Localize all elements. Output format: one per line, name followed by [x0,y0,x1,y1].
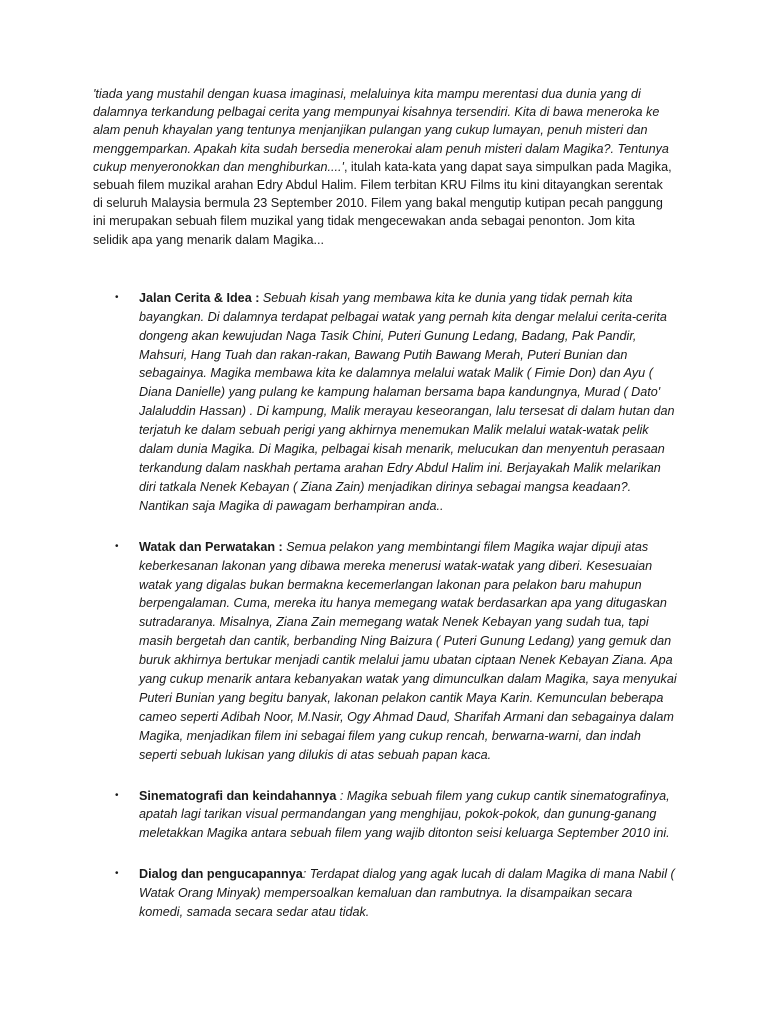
bullet-icon: • [115,540,119,552]
bullet-body: Sebuah kisah yang membawa kita ke dunia yang tidak pernah kita bayangkan. Di dalamnya terdapat pelbagai watak yang pernah kita dengar melalui cerita-cerita dongeng akan kewujudan Naga Tasik Chini, Puteri Gunung Ledang, Badang, Pak Pandir, Mahsuri, Hang Tuah dan rakan-rakan, Bawang Putih Bawang Merah, Puteri Bunian dan sebagainya. Magika membawa kita ke dalamnya melalui watak Malik ( Fimie Don) dan Ayu ( Diana Danielle) yang pulang ke kampung halaman bersama bapa kandungnya, Murad ( Dato' Jalaluddin Hassan) . Di kampung, Malik merayau keseorangan, lalu tersesat di dalam hutan dan terjatuh ke dalam sebuah perigi yang akhirnya menemukan Malik melalui watak-watak pelik dalam dunia Magika. Di Magika, pelbagai kisah menarik, melucukan dan menyentuh perasaan terkandung dalam naskhah pertama arahan Edry Abdul Halim ini. Berjayakah Malik melarikan diri tatkala Nenek Kebayan ( Ziana Zain) menjadikan dirinya sebagai mangsa keadaan?. Nantikan saja Magika di pawagam berhampiran anda.. [139,290,675,513]
list-item [93,289,679,516]
intro-text: , itulah kata-kata yang dapat saya simpulkan pada Magika, sebuah filem muzikal arahan Edry Abdul Halim. Filem terbitan KRU Films itu kini ditayangkan serentak di seluruh Malaysia bermula 23 September 2010. Filem yang bakal mengutip kutipan pecah panggung ini merupakan sebuah filem muzikal yang tidak mengecewakan anda sebagai penonton. Jom kita selidik apa yang menarik dalam Magika... [93,159,672,247]
bullet-heading: Jalan Cerita & Idea : [139,290,260,305]
list-item [93,538,679,765]
bullet-body: Semua pelakon yang membintangi filem Magika wajar dipuji atas keberkesanan lakonan yang dibawa mereka menerusi watak-watak yang diberi. Kesesuaian watak yang digalas bukan bermakna kecemerlangan lakonan para pelakon baru mahupun berpengalaman. Cuma, mereka itu hanya memegang watak berdasarkan apa yang ditugaskan sutradaranya. Misalnya, Ziana Zain memegang watak Nenek Kebayan yang sudah tua, tapi masih bergetah dan cantik, berbanding Ning Baizura ( Puteri Gunung Ledang) yang gemuk dan buruk akhirnya bertukar menjadi cantik melalui jamu ubatan ciptaan Nenek Kebayan Ziana. Apa yang cukup menarik antara kebanyakan watak yang dimunculkan dalam Magika, saya menyukai Puteri Bunian yang begitu banyak, lakonan pelakon cantik Maya Karin. Kemunculan beberapa cameo seperti Adibah Noor, M.Nasir, Ogy Ahmad Daud, Sharifah Armani dan sebagainya dalam Magika, menjadikan filem ini sebagai filem yang cukup rencah, berwarna-warni, dan indah seperti sebuah lukisan yang dilukis di atas sebuah papan kaca. [139,539,677,762]
document-page [93,85,677,944]
bullet-heading: Watak dan Perwatakan : [139,539,283,554]
bullet-heading: Sinematografi dan keindahannya [139,788,337,803]
bullet-body: : Terdapat dialog yang agak lucah di dalam Magika di mana Nabil ( Watak Orang Minyak) mempersoalkan kemaluan dan rambutnya. Ia disampaikan secara komedi, samada secara sedar atau tidak. [139,867,675,920]
bullet-icon: • [115,789,119,801]
bullet-body: : Magika sebuah filem yang cukup cantik sinematografinya, apatah lagi tarikan visual permandangan yang menghijau, pokok-pokok, dan gunung-ganang meletakkan Magika antara sebuah filem yang wajib ditonton seisi keluarga September 2010 ini. [139,788,670,841]
bullet-heading: Dialog dan pengucapannya [139,867,303,882]
list-item [93,865,679,922]
intro-paragraph [93,85,673,249]
bullet-icon: • [115,868,119,880]
list-item [93,787,679,844]
review-bullet-list [93,289,677,922]
bullet-icon: • [115,291,119,303]
intro-quote: 'tiada yang mustahil dengan kuasa imaginasi, melaluinya kita mampu merentasi dua dunia yang di dalamnya terkandung pelbagai cerita yang mempunyai kisahnya tersendiri. Kita di bawa meneroka ke alam penuh khayalan yang tentunya menjanjikan pulangan yang cukup lumayan, penuh misteri dan menggemparkan. Apakah kita sudah bersedia menerokai alam penuh misteri dalam Magika?. Tentunya cukup menyeronokkan dan menghiburkan....' [93,87,669,174]
